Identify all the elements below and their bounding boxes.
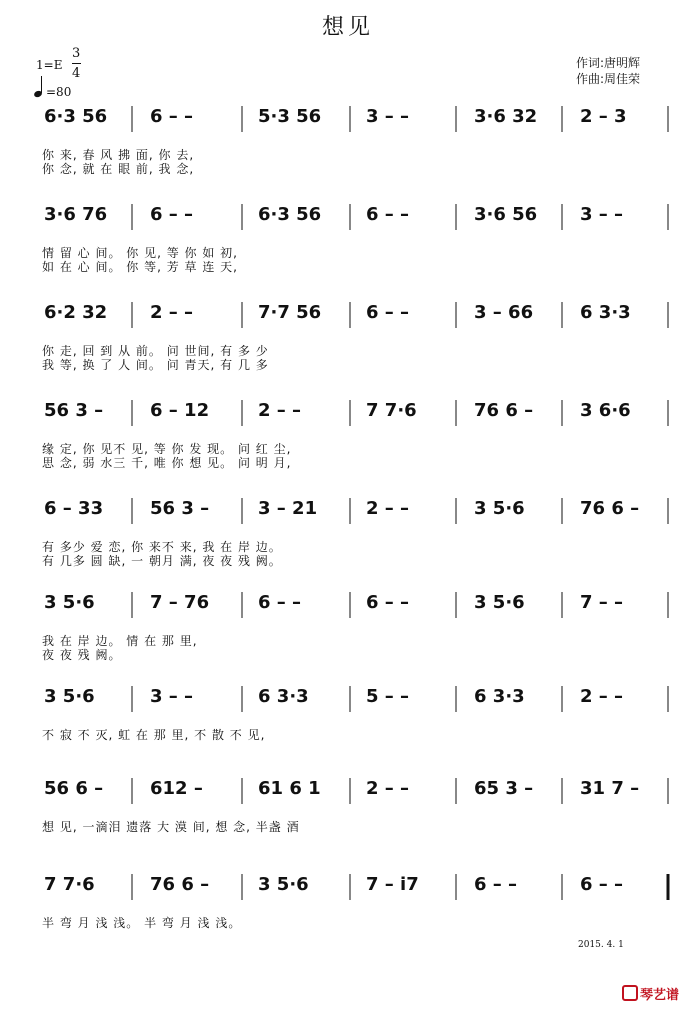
lyric-verse-1: 有 多少 爱 恋, 你 来不 来, 我 在 岸 边。 <box>42 540 282 554</box>
notation-line <box>0 294 696 392</box>
key-signature: 1=E <box>36 58 63 72</box>
measure-notes: 612 – <box>150 778 203 799</box>
measure-notes: 3·6 56 <box>474 204 538 225</box>
measure-notes: 6 – 33 <box>44 498 104 519</box>
measure-notes: 3 – – <box>150 686 194 707</box>
measure-notes: 56 3 – <box>44 400 104 421</box>
measure-notes: 6 – – <box>150 204 194 225</box>
measure-notes: 6 3·3 <box>258 686 309 707</box>
measure-notes: 2 – – <box>366 498 410 519</box>
measure-notes: 65 3 – <box>474 778 534 799</box>
meter-denominator: 4 <box>72 66 81 81</box>
measure-notes: 7 – – <box>580 592 624 613</box>
lyric-verse-1: 你 走, 回 到 从 前。 问 世间, 有 多 少 <box>42 344 269 358</box>
measure-notes: 6 – – <box>474 874 518 895</box>
measure-notes: 6·3 56 <box>44 106 108 127</box>
measure-notes: 2 – – <box>580 686 624 707</box>
measure-notes: 3 – – <box>580 204 624 225</box>
lyric-verse-2: 如 在 心 间。 你 等, 芳 草 连 天, <box>42 260 238 274</box>
notation-line <box>0 584 696 682</box>
tempo-marking: =80 <box>46 85 72 99</box>
measure-notes: 5 – – <box>366 686 410 707</box>
measure-notes: 76 6 – <box>580 498 640 519</box>
measure-notes: 3 5·6 <box>44 592 95 613</box>
measure-notes: 3 6·6 <box>580 400 631 421</box>
logo-icon <box>622 985 638 1001</box>
measure-notes: 3 5·6 <box>44 686 95 707</box>
measure-notes: 6 – – <box>258 592 302 613</box>
measure-notes: 3 5·6 <box>474 592 525 613</box>
measure-notes: 6 – – <box>580 874 624 895</box>
meter-numerator: 3 <box>72 46 81 61</box>
lyric-verse-2: 有 几多 圆 缺, 一 朝月 满, 夜 夜 残 阙。 <box>42 554 282 568</box>
notation-line <box>0 678 696 776</box>
measure-notes: 3 – – <box>366 106 410 127</box>
measure-notes: 3 – 66 <box>474 302 534 323</box>
measure-notes: 7 7·6 <box>44 874 95 895</box>
date-stamp: 2015. 4. 1 <box>578 940 624 950</box>
lyric-verse-1: 我 在 岸 边。 情 在 那 里, <box>42 634 198 648</box>
watermark-text: 琴艺谱 <box>640 988 680 1003</box>
lyric-verse-1: 缘 定, 你 见不 见, 等 你 发 现。 问 红 尘, <box>42 442 292 456</box>
measure-notes: 76 6 – <box>474 400 534 421</box>
measure-notes: 6 – – <box>366 302 410 323</box>
measure-notes: 3·6 76 <box>44 204 108 225</box>
measure-notes: 7 – 76 <box>150 592 210 613</box>
measure-notes: 3 5·6 <box>474 498 525 519</box>
measure-notes: 61 6 1 <box>258 778 321 799</box>
lyric-verse-1: 想 见, 一滴泪 遗落 大 漠 间, 想 念, 半盏 酒 <box>42 820 300 834</box>
measure-notes: 2 – – <box>258 400 302 421</box>
measure-notes: 6 – – <box>366 592 410 613</box>
measure-notes: 2 – 3 <box>580 106 627 127</box>
measure-notes: 6 3·3 <box>580 302 631 323</box>
measure-notes: 2 – – <box>150 302 194 323</box>
measure-notes: 7·7 56 <box>258 302 322 323</box>
measure-notes: 3·6 32 <box>474 106 538 127</box>
lyric-verse-1: 半 弯 月 浅 浅。 半 弯 月 浅 浅。 <box>42 916 242 930</box>
measure-notes: 6 3·3 <box>474 686 525 707</box>
lyric-verse-2: 你 念, 就 在 眼 前, 我 念, <box>42 162 195 176</box>
measure-notes: 31 7 – <box>580 778 640 799</box>
meter-fraction-line <box>72 63 81 64</box>
measure-notes: 56 6 – <box>44 778 104 799</box>
lyric-verse-2: 思 念, 弱 水三 千, 唯 你 想 见。 问 明 月, <box>42 456 292 470</box>
measure-notes: 76 6 – <box>150 874 210 895</box>
measure-notes: 7 7·6 <box>366 400 417 421</box>
notation-line <box>0 490 696 588</box>
lyric-verse-2: 夜 夜 残 阙。 <box>42 648 122 662</box>
lyric-verse-1: 不 寂 不 灭, 虹 在 那 里, 不 散 不 见, <box>42 728 266 742</box>
measure-notes: 6·3 56 <box>258 204 322 225</box>
composer-credit: 作曲:周佳荣 <box>576 72 641 86</box>
notation-line <box>0 98 696 196</box>
measure-notes: 3 5·6 <box>258 874 309 895</box>
watermark-logo <box>622 984 679 1003</box>
measure-notes: 6 – 12 <box>150 400 210 421</box>
notation-line <box>0 196 696 294</box>
measure-notes: 6 – – <box>150 106 194 127</box>
measure-notes: 6 – – <box>366 204 410 225</box>
lyricist-credit: 作词:唐明辉 <box>576 56 641 70</box>
notation-line <box>0 770 696 868</box>
song-title: 想见 <box>321 15 374 40</box>
measure-notes: 6·2 32 <box>44 302 108 323</box>
measure-notes: 56 3 – <box>150 498 210 519</box>
lyric-verse-2: 我 等, 换 了 人 间。 问 青天, 有 几 多 <box>42 358 269 372</box>
lyric-verse-1: 情 留 心 间。 你 见, 等 你 如 初, <box>42 246 238 260</box>
lyric-verse-1: 你 来, 春 风 拂 面, 你 去, <box>42 148 195 162</box>
measure-notes: 7 – i7 <box>366 874 419 895</box>
quarter-note-stem <box>41 76 42 93</box>
notation-line <box>0 392 696 490</box>
measure-notes: 2 – – <box>366 778 410 799</box>
measure-notes: 5·3 56 <box>258 106 322 127</box>
measure-notes: 3 – 21 <box>258 498 318 519</box>
